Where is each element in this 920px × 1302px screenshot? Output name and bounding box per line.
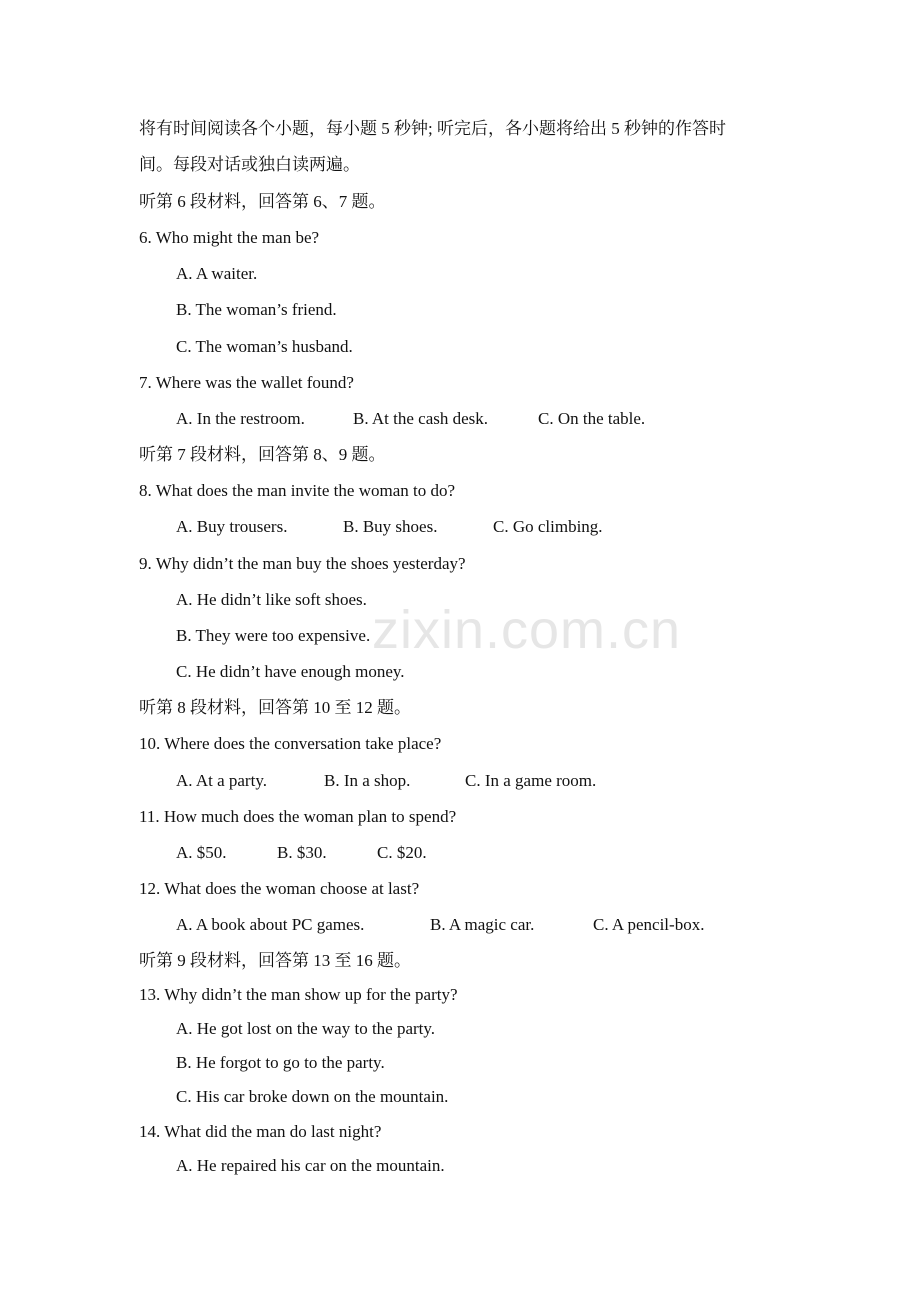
options-row-7 [176, 409, 645, 429]
options-row-12 [176, 915, 704, 935]
option-8b: B. Buy shoes. [343, 517, 438, 536]
question-13: 13. Why didn’t the man show up for the party? [139, 985, 458, 1004]
section-heading: 听第 8 段材料，回答第 10 至 12 题。 [139, 698, 411, 717]
option-11c: C. $20. [377, 843, 427, 862]
question-11: 11. How much does the woman plan to spend? [139, 807, 457, 826]
option-11a: A. $50. [176, 843, 227, 862]
option-8a: A. Buy trousers. [176, 517, 288, 536]
watermark: zixin.com.cn [372, 600, 682, 660]
instructions-line-1: 将有时间阅读各个小题，每小题 5 秒钟; 听完后，各小题将给出 5 秒钟的作答时 [139, 119, 726, 138]
option-6b: B. The woman’s friend. [176, 300, 337, 319]
options-row-8 [176, 517, 603, 537]
section-heading: 听第 9 段材料，回答第 13 至 16 题。 [139, 951, 411, 970]
instructions-line-2: 间。每段对话或独白读两遍。 [139, 155, 360, 174]
option-13c: C. His car broke down on the mountain. [176, 1087, 449, 1106]
option-12b: B. A magic car. [430, 915, 535, 934]
option-14a: A. He repaired his car on the mountain. [176, 1156, 445, 1175]
option-6c: C. The woman’s husband. [176, 337, 353, 356]
option-9b: B. They were too expensive. [176, 626, 371, 645]
option-13a: A. He got lost on the way to the party. [176, 1019, 436, 1038]
option-7b: B. At the cash desk. [353, 409, 489, 428]
options-row-10 [176, 771, 596, 791]
question-10: 10. Where does the conversation take place? [139, 734, 442, 753]
question-9: 9. Why didn’t the man buy the shoes yesterday? [139, 554, 466, 573]
option-13b: B. He forgot to go to the party. [176, 1053, 385, 1072]
option-6a: A. A waiter. [176, 264, 258, 283]
section-heading: 听第 7 段材料，回答第 8、9 题。 [139, 445, 386, 464]
question-14: 14. What did the man do last night? [139, 1122, 382, 1141]
option-8c: C. Go climbing. [493, 517, 603, 536]
question-6: 6. Who might the man be? [139, 228, 320, 247]
options-row-11 [176, 843, 427, 863]
option-11b: B. $30. [277, 843, 327, 862]
option-10b: B. In a shop. [324, 771, 411, 790]
question-8: 8. What does the man invite the woman to do? [139, 481, 456, 500]
option-10c: C. In a game room. [465, 771, 597, 790]
option-9a: A. He didn’t like soft shoes. [176, 590, 367, 609]
option-9c: C. He didn’t have enough money. [176, 662, 405, 681]
option-10a: A. At a party. [176, 771, 267, 790]
section-heading: 听第 6 段材料，回答第 6、7 题。 [139, 192, 386, 211]
option-7c: C. On the table. [538, 409, 646, 428]
option-7a: A. In the restroom. [176, 409, 305, 428]
question-7: 7. Where was the wallet found? [139, 373, 354, 392]
option-12c: C. A pencil-box. [593, 915, 705, 934]
question-12: 12. What does the woman choose at last? [139, 879, 420, 898]
option-12a: A. A book about PC games. [176, 915, 365, 934]
